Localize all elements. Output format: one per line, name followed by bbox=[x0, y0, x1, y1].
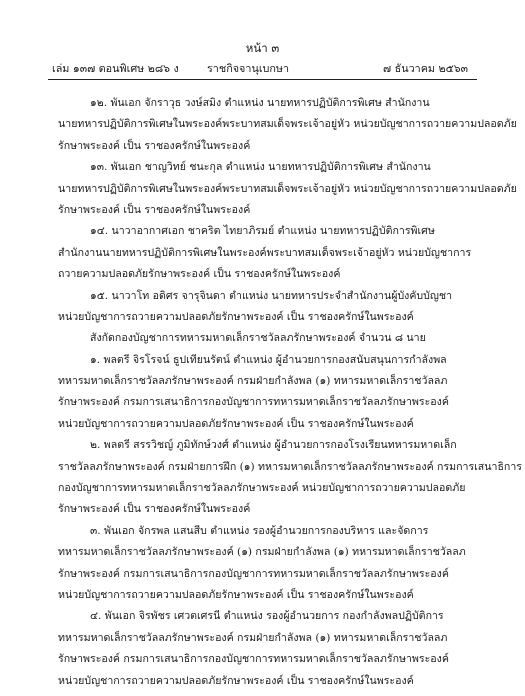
text-line: รักษาพระองค์ เป็น ราชองครักษ์ในพระองค์ bbox=[58, 203, 251, 216]
text-line: หน่วยบัญชาการถวายความปลอดภัยรักษาพระองค์ เป็น ราชองครักษ์ในพระองค์ bbox=[58, 310, 414, 323]
text-line: ทหารมหาดเล็กราชวัลลภรักษาพระองค์ กรมฝ่ายกำลังพล (๑) ทหารมหาดเล็กราชวัลลภ bbox=[58, 631, 448, 644]
text-line: ๔. พันเอก จิรพัชร เศวตเศรนี ตำแหน่ง รองผู้อำนวยการ กองกำลังพลปฏิบัติการ bbox=[90, 610, 444, 623]
text-line: ราชวัลลภรักษาพระองค์ กรมฝ่ายการฝึก (๑) ทหารมหาดเล็กราชวัลลภรักษาพระองค์ กรมการเสนาธิการ bbox=[58, 460, 522, 473]
text-line: สำนักงานนายทหารปฏิบัติการพิเศษในพระองค์พระบาทสมเด็จพระเจ้าอยู่หัว หน่วยบัญชาการ bbox=[58, 246, 472, 259]
text-line: ถวายความปลอดภัยรักษาพระองค์ เป็น ราชองครักษ์ในพระองค์ bbox=[58, 268, 341, 281]
header-divider bbox=[48, 79, 477, 80]
text-line: รักษาพระองค์ กรมการเสนาธิการกองบัญชาการทหารมหาดเล็กราชวัลลภรักษาพระองค์ bbox=[58, 653, 449, 666]
text-line: หน่วยบัญชาการถวายความปลอดภัยรักษาพระองค์ เป็น ราชองครักษ์ในพระองค์ bbox=[58, 674, 414, 687]
volume-issue: เล่ม ๑๓๗ ตอนพิเศษ ๒๘๖ ง bbox=[52, 62, 179, 75]
text-line: ทหารมหาดเล็กราชวัลลภรักษาพระองค์ กรมฝ่ายกำลังพล (๑) ทหารมหาดเล็กราชวัลลภ bbox=[58, 375, 448, 388]
section-heading: สังกัดกองบัญชาการทหารมหาดเล็กราชวัลลภรักษาพระองค์ จำนวน ๘ นาย bbox=[90, 332, 426, 345]
text-line: นายทหารปฏิบัติการพิเศษในพระองค์พระบาทสมเด็จพระเจ้าอยู่หัว หน่วยบัญชาการถวายความปลอดภัย bbox=[58, 182, 517, 195]
text-line: ๑๕. นาวาโท อดิศร จารุจินดา ตำแหน่ง นายทหารประจำสำนักงานผู้บังคับบัญชา bbox=[90, 289, 453, 302]
document-body bbox=[58, 93, 522, 692]
publication-date: ๗ ธันวาคม ๒๕๖๓ bbox=[383, 62, 468, 75]
text-line: หน่วยบัญชาการถวายความปลอดภัยรักษาพระองค์ เป็น ราชองครักษ์ในพระองค์ bbox=[58, 417, 414, 430]
text-line: ๑๒. พันเอก จักราวุธ วงษ์สมิง ตำแหน่ง นายทหารปฏิบัติการพิเศษ สำนักงาน bbox=[90, 97, 430, 109]
text-line: รักษาพระองค์ กรมการเสนาธิการกองบัญชาการทหารมหาดเล็กราชวัลลภรักษาพระองค์ bbox=[58, 567, 449, 580]
page-number: หน้า ๓ bbox=[245, 41, 280, 55]
text-line: รักษาพระองค์ กรมการเสนาธิการกองบัญชาการทหารมหาดเล็กราชวัลลภรักษาพระองค์ bbox=[58, 396, 449, 409]
text-line: นายทหารปฏิบัติการพิเศษในพระองค์พระบาทสมเด็จพระเจ้าอยู่หัว หน่วยบัญชาการถวายความปลอดภัย bbox=[58, 118, 517, 131]
text-line: ๑๔. นาวาอากาศเอก ชาคริต ไทยาภิรมย์ ตำแหน่ง นายทหารปฏิบัติการพิเศษ bbox=[90, 225, 435, 238]
text-line: รักษาพระองค์ เป็น ราชองครักษ์ในพระองค์ bbox=[58, 139, 251, 152]
text-line: หน่วยบัญชาการถวายความปลอดภัยรักษาพระองค์ เป็น ราชองครักษ์ในพระองค์ bbox=[58, 588, 414, 601]
publication-title: ราชกิจจานุเบกษา bbox=[207, 62, 290, 75]
text-line: ทหารมหาดเล็กราชวัลลภรักษาพระองค์ (๑) กรมฝ่ายกำลังพล (๑) ทหารมหาดเล็กราชวัลลภ bbox=[58, 546, 466, 559]
text-line: ๑๓. พันเอก ชาญวิทย์ ชนะกุล ตำแหน่ง นายทหารปฏิบัติการพิเศษ สำนักงาน bbox=[90, 161, 431, 174]
text-line: ๒. พลตรี สรรวิชญ์ ภูมิทักษ์วงศ์ ตำแหน่ง ผู้อำนวยการกองโรงเรียนทหารมหาดเล็ก bbox=[90, 439, 457, 452]
text-line: รักษาพระองค์ เป็น ราชองครักษ์ในพระองค์ bbox=[58, 503, 251, 516]
text-line: ๓. พันเอก จักรพล แสนสีบ ตำแหน่ง รองผู้อำนวยการกองบริหาร และจัดการ bbox=[90, 524, 429, 537]
text-line: ๑. พลตรี จิรโรจน์ ธูปเทียนรัตน์ ตำแหน่ง ผู้อำนวยการกองสนับสนุนการกำลังพล bbox=[90, 353, 447, 366]
text-line: กองบัญชาการทหารมหาดเล็กราชวัลลภรักษาพระองค์ หน่วยบัญชาการถวายความปลอดภัย bbox=[58, 482, 466, 495]
